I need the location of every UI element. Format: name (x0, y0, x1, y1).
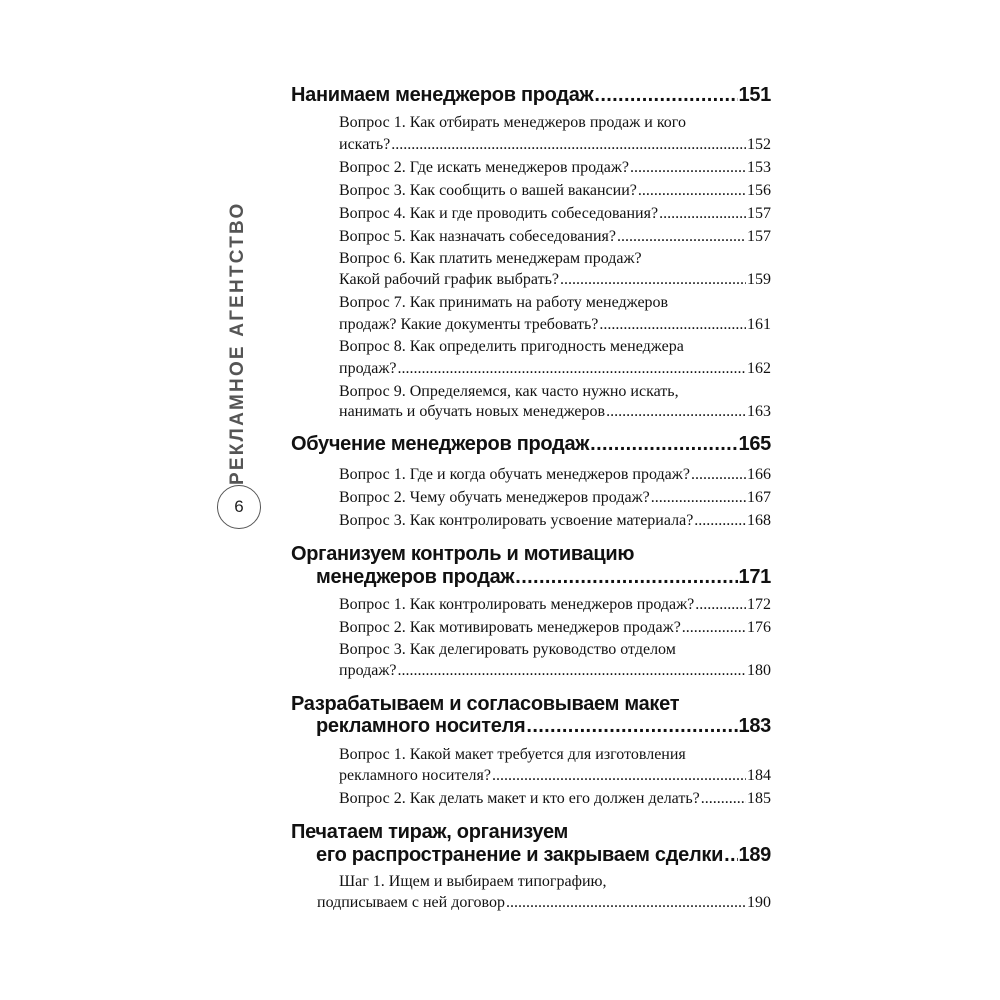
dot-leader (630, 159, 746, 175)
toc-item[interactable]: рекламного носителя? . . . 184 (339, 767, 771, 785)
chapter-title-line[interactable]: Организуем контроль и мотивацию (291, 543, 635, 565)
chapter-title: Обучение менеджеров продаж (291, 433, 590, 455)
toc-chapter-training[interactable] (291, 433, 771, 456)
chapter-page: 151 (738, 84, 771, 106)
toc-item-line[interactable]: Вопрос 3. Как делегировать руководство отделом (339, 641, 676, 658)
item-page: 156 (747, 182, 771, 199)
item-page: 190 (747, 894, 771, 911)
toc-item[interactable]: Какой рабочий график выбрать? . . . 159 (339, 271, 771, 289)
dot-leader (724, 844, 737, 864)
chapter-page: 183 (738, 715, 771, 737)
item-page: 172 (747, 596, 771, 613)
toc-item-line[interactable]: Вопрос 8. Как определить пригодность менеджера (339, 338, 684, 355)
toc-item-line[interactable]: Вопрос 1. Как отбирать менеджеров продаж и кого (339, 114, 686, 131)
dot-leader (599, 316, 746, 332)
item-page: 180 (747, 662, 771, 679)
chapter-page: 171 (738, 566, 771, 588)
toc-item[interactable]: подписываем с ней договор . . . 190 (317, 894, 771, 912)
toc-item[interactable]: искать? . . . 152 (339, 136, 771, 154)
toc-item[interactable]: Вопрос 4. Как и где проводить собеседования? . . . 157 (339, 205, 771, 223)
item-page: 184 (747, 767, 771, 784)
toc-item-line[interactable]: Вопрос 9. Определяемся, как часто нужно искать, (339, 383, 679, 400)
toc-item[interactable]: Вопрос 3. Как сообщить о вашей вакансии? . . . 156 (339, 182, 771, 200)
dot-leader (638, 182, 746, 198)
item-page: 185 (747, 790, 771, 807)
item-page: 167 (747, 489, 771, 506)
chapter-page: 165 (738, 433, 771, 455)
dot-leader (560, 271, 746, 287)
item-page: 157 (747, 228, 771, 245)
dot-leader (594, 84, 737, 104)
dot-leader (492, 767, 746, 783)
dot-leader (695, 596, 746, 612)
item-page: 163 (747, 403, 771, 420)
dot-leader (398, 360, 747, 376)
chapter-title: Нанимаем менеджеров продаж (291, 84, 594, 106)
dot-leader (398, 662, 747, 678)
side-running-title: РЕКЛАМНОЕ АГЕНТСТВО (227, 201, 248, 485)
toc-item[interactable]: нанимать и обучать новых менеджеров . . . 163 (339, 403, 771, 421)
page-number-badge: 6 (217, 485, 261, 529)
item-page: 152 (747, 136, 771, 153)
chapter-title-line[interactable]: Разрабатываем и согласовываем макет (291, 693, 680, 715)
toc-item[interactable]: продаж? . . . 162 (339, 360, 771, 378)
toc-item[interactable]: Вопрос 2. Где искать менеджеров продаж? . . . 153 (339, 159, 771, 177)
dot-leader (694, 512, 746, 528)
chapter-title: рекламного носителя (316, 715, 526, 737)
dot-leader (391, 136, 746, 152)
toc-item-line[interactable]: Вопрос 7. Как принимать на работу менеджеров (339, 294, 669, 311)
toc-item[interactable]: Вопрос 2. Чему обучать менеджеров продаж? . . . 167 (339, 489, 771, 507)
dot-leader (526, 715, 737, 735)
toc-item[interactable]: продаж? Какие документы требовать? . . . 161 (339, 316, 771, 334)
toc-item[interactable]: Вопрос 5. Как назначать собеседования? . . . 157 (339, 228, 771, 246)
item-page: 168 (747, 512, 771, 529)
toc-item-line[interactable]: Вопрос 6. Как платить менеджерам продаж? (339, 250, 642, 267)
item-page: 153 (747, 159, 771, 176)
item-page: 176 (747, 619, 771, 636)
toc-item[interactable]: Вопрос 2. Как мотивировать менеджеров продаж? . . . 176 (339, 619, 771, 637)
item-page: 162 (747, 360, 771, 377)
dot-leader (617, 228, 746, 244)
chapter-title: его распространение и закрываем сделки (316, 844, 724, 866)
dot-leader (515, 566, 737, 586)
item-page: 166 (747, 466, 771, 483)
toc-chapter-hiring[interactable] (291, 84, 771, 107)
toc-item[interactable]: Вопрос 3. Как контролировать усвоение материала? . . . 168 (339, 512, 771, 530)
dot-leader (651, 489, 746, 505)
dot-leader (606, 403, 746, 419)
toc-chapter-layout[interactable] (316, 715, 771, 738)
chapter-title: менеджеров продаж (316, 566, 515, 588)
toc-item[interactable]: Вопрос 1. Как контролировать менеджеров продаж? . . . 172 (339, 596, 771, 614)
chapter-title-line[interactable]: Печатаем тираж, организуем (291, 821, 569, 843)
dot-leader (590, 433, 737, 453)
item-page: 157 (747, 205, 771, 222)
toc-chapter-printing[interactable] (316, 844, 771, 867)
dot-leader (682, 619, 746, 635)
item-page: 161 (747, 316, 771, 333)
item-page: 159 (747, 271, 771, 288)
chapter-page: 189 (738, 844, 771, 866)
toc-chapter-control[interactable] (316, 566, 771, 589)
toc-item[interactable]: Вопрос 1. Где и когда обучать менеджеров продаж? . . . 166 (339, 466, 771, 484)
toc-item[interactable]: Вопрос 2. Как делать макет и кто его должен делать? . . . 185 (339, 790, 771, 808)
dot-leader (659, 205, 746, 221)
dot-leader (691, 466, 746, 482)
dot-leader (701, 790, 746, 806)
toc-item-line[interactable]: Вопрос 1. Какой макет требуется для изготовления (339, 746, 686, 763)
dot-leader (506, 894, 746, 910)
toc-item-line[interactable]: Шаг 1. Ищем и выбираем типографию, (339, 873, 607, 890)
toc-item[interactable]: продаж? . . . 180 (339, 662, 771, 680)
